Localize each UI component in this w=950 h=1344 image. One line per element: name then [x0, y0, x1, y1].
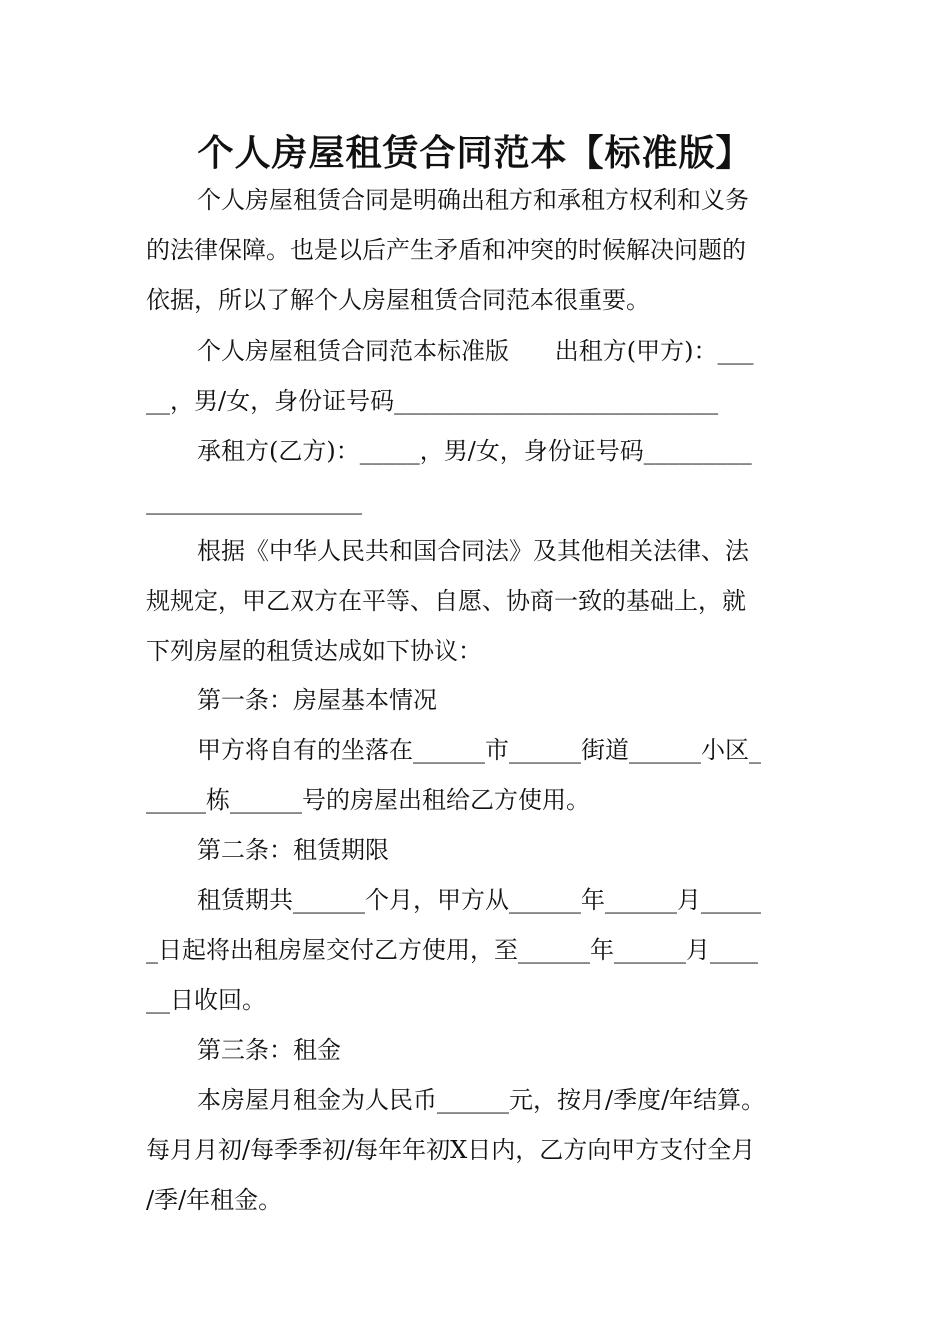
paragraph-intro-line-3: 依据，所以了解个人房屋租赁合同范本很重要。 — [146, 286, 650, 314]
paragraph-intro-line-2: 的法律保障。也是以后产生矛盾和冲突的时候解决问题的 — [146, 236, 746, 264]
preamble-line-1: 根据《中华人民共和国合同法》及其他相关法律、法 — [197, 537, 749, 565]
party-a-line-1: 个人房屋租赁合同范本标准版 出租方(甲方)：___ — [197, 337, 754, 365]
article-3-line-1: 本房屋月租金为人民币______元，按月/季度/年结算。 — [197, 1086, 766, 1114]
article-2-line-3: __日收回。 — [146, 986, 266, 1014]
preamble-line-3: 下列房屋的租赁达成如下协议： — [146, 637, 482, 665]
paragraph-intro-line-1: 个人房屋租赁合同是明确出租方和承租方权利和义务 — [197, 186, 749, 214]
article-3-line-3: /季/年租金。 — [146, 1186, 283, 1214]
party-b-line-1: 承租方(乙方)：_____，男/女，身份证号码_________ — [197, 437, 752, 465]
article-2-line-2: _日起将出租房屋交付乙方使用，至______年______月____ — [146, 936, 758, 964]
party-a-line-2: __，男/女，身份证号码___________________________ — [146, 387, 719, 415]
article-3-line-2: 每月月初/每季季初/每年年初X日内，乙方向甲方支付全月 — [146, 1136, 756, 1164]
article-1-line-2: _____栋______号的房屋出租给乙方使用。 — [146, 786, 590, 814]
article-2-heading: 第二条：租赁期限 — [197, 836, 389, 864]
party-b-line-2: __________________ — [146, 487, 362, 515]
article-1-heading: 第一条：房屋基本情况 — [197, 686, 437, 714]
article-3-heading: 第三条：租金 — [197, 1036, 341, 1064]
article-2-line-1: 租赁期共______个月，甲方从______年______月_____ — [197, 886, 761, 914]
preamble-line-2: 规规定，甲乙双方在平等、自愿、协商一致的基础上，就 — [146, 587, 746, 615]
article-1-line-1: 甲方将自有的坐落在______市______街道______小区_ — [197, 736, 761, 764]
document-title: 个人房屋租赁合同范本【标准版】 — [197, 132, 753, 174]
